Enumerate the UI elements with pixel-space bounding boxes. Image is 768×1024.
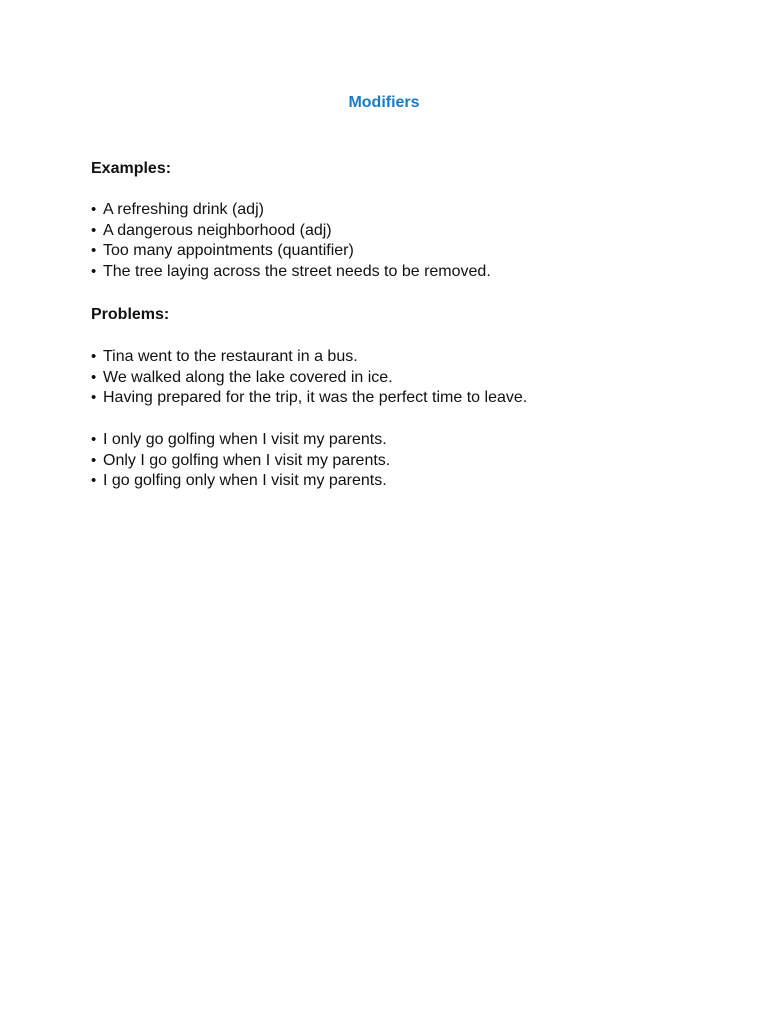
bullet-icon: • [91, 263, 97, 281]
problems-list [91, 430, 390, 492]
bullet-icon: • [91, 431, 97, 448]
bullet-icon: • [91, 201, 97, 218]
examples-heading: Examples: [91, 160, 172, 177]
list-item [91, 368, 527, 389]
list-item-text: We walked along the lake covered in ice. [103, 368, 393, 386]
bullet-icon: • [91, 472, 97, 490]
list-item-text: I only go golfing when I visit my parents. [103, 431, 387, 448]
examples-list [91, 200, 491, 283]
list-item [91, 221, 491, 242]
bullet-icon: • [91, 368, 97, 386]
list-item-text: A refreshing drink (adj) [103, 201, 264, 218]
list-item-text: A dangerous neighborhood (adj) [103, 221, 332, 239]
list-item-text: Tina went to the restaurant in a bus. [103, 348, 358, 365]
list-item-text: The tree laying across the street needs to be removed. [103, 263, 491, 281]
list-item [91, 388, 527, 409]
problems-heading: Problems: [91, 306, 170, 323]
bullet-icon: • [91, 348, 97, 365]
list-item-text: Too many appointments (quantifier) [103, 242, 354, 260]
problems-list [91, 347, 527, 409]
list-item [91, 430, 390, 451]
bullet-icon: • [91, 451, 97, 469]
bullet-icon: • [91, 389, 97, 407]
list-item-text: I go golfing only when I visit my parents. [103, 472, 387, 490]
bullet-icon: • [91, 242, 97, 260]
list-item-text: Only I go golfing when I visit my parents. [103, 451, 391, 469]
list-item [91, 200, 491, 221]
list-item [91, 262, 491, 283]
list-item [91, 471, 390, 492]
list-item-text: Having prepared for the trip, it was the perfect time to leave. [103, 389, 528, 407]
list-item [91, 347, 527, 368]
list-item [91, 451, 390, 472]
document-title: Modifiers [348, 94, 420, 111]
list-item [91, 241, 491, 262]
bullet-icon: • [91, 221, 97, 239]
